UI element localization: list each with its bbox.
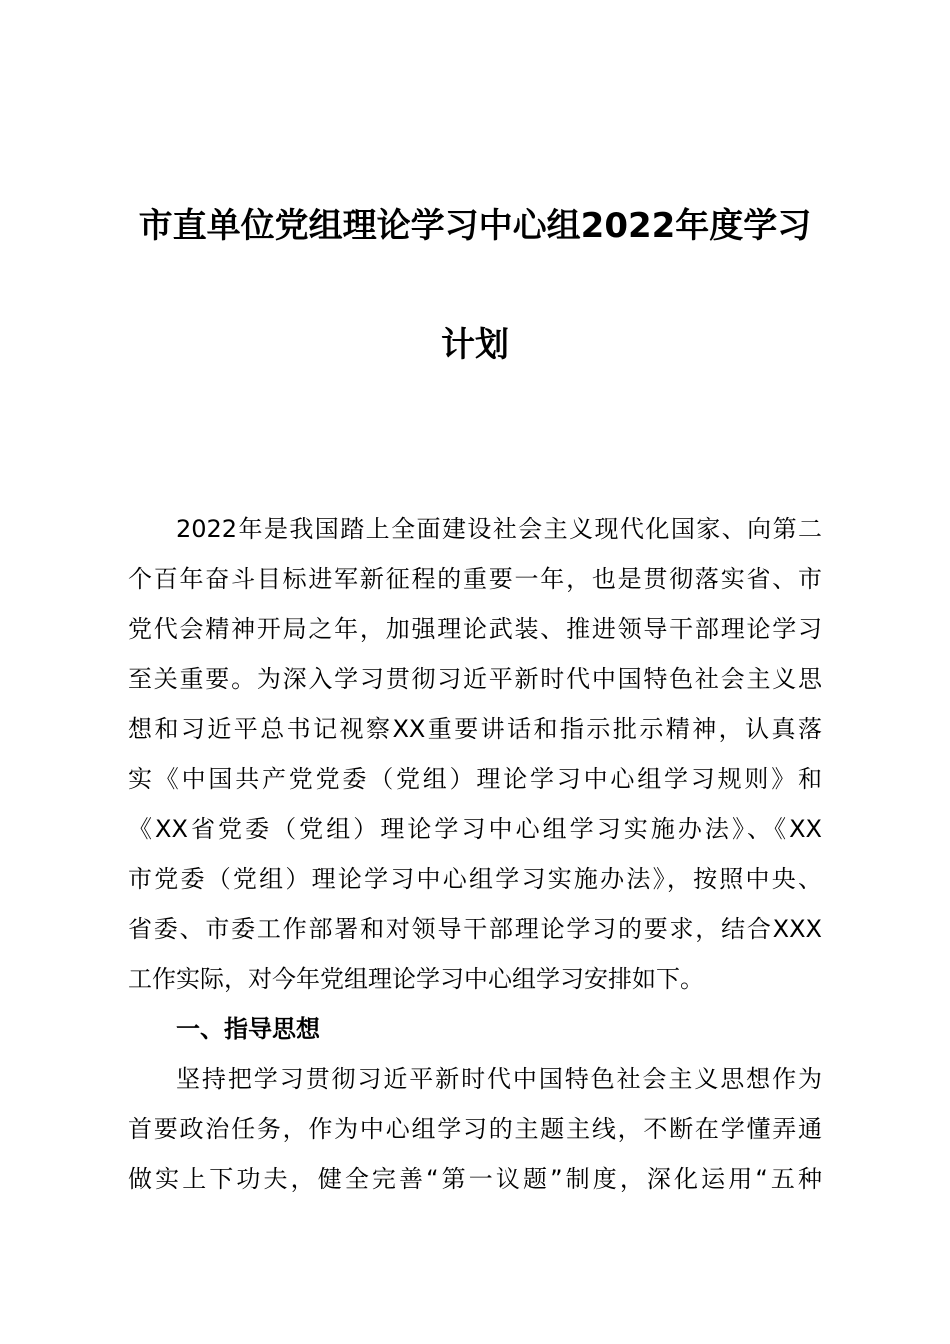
section-paragraph-line: 首要政治任务，作为中心组学习的主题主线，不断在学懂弄通 xyxy=(128,1115,822,1143)
document-title-line-1: 市直单位党组理论学习中心组2022年度学习 xyxy=(138,206,812,246)
intro-paragraph-line: 工作实际，对今年党组理论学习中心组学习安排如下。 xyxy=(128,965,704,993)
intro-paragraph-line: 个百年奋斗目标进军新征程的重要一年，也是贯彻落实省、市 xyxy=(128,565,822,593)
intro-paragraph-line: 2022年是我国踏上全面建设社会主义现代化国家、向第二 xyxy=(176,515,822,543)
intro-paragraph-line: 党代会精神开局之年，加强理论武装、推进领导干部理论学习 xyxy=(128,615,822,643)
section-paragraph-line: 做实上下功夫，健全完善“第一议题”制度，深化运用“五种 xyxy=(128,1165,822,1193)
intro-paragraph-line: 至关重要。为深入学习贯彻习近平新时代中国特色社会主义思 xyxy=(128,665,822,693)
intro-paragraph-line: 实《中国共产党党委（党组）理论学习中心组学习规则》和 xyxy=(128,765,822,793)
section-paragraph-line: 坚持把学习贯彻习近平新时代中国特色社会主义思想作为 xyxy=(176,1065,822,1093)
intro-paragraph-line: 想和习近平总书记视察XX重要讲话和指示批示精神，认真落 xyxy=(128,715,822,743)
intro-paragraph-line: 《XX省党委（党组）理论学习中心组学习实施办法》、《XX xyxy=(128,815,822,843)
intro-paragraph-line: 市党委（党组）理论学习中心组学习实施办法》，按照中央、 xyxy=(128,865,822,893)
intro-paragraph-line: 省委、市委工作部署和对领导干部理论学习的要求，结合XXX xyxy=(128,915,822,943)
section-heading: 一、指导思想 xyxy=(176,1015,320,1043)
document-title-line-2: 计划 xyxy=(441,325,509,365)
